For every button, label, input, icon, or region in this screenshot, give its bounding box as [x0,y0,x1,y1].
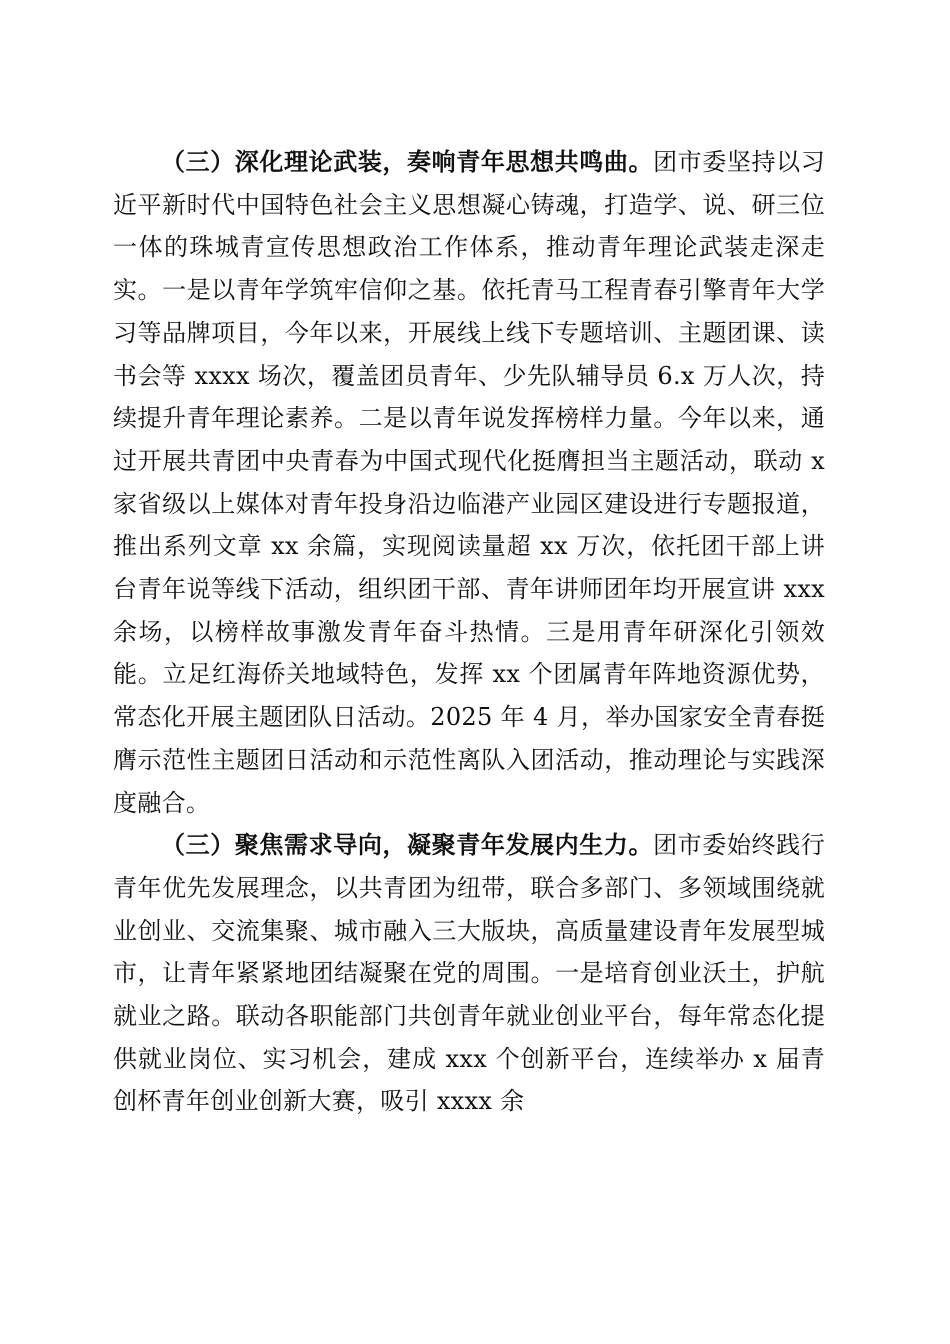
paragraph-body: 团市委坚持以习近平新时代中国特色社会主义思想凝心铸魂，打造学、说、研三位一体的珠城青宣传思想政治工作体系，推动青年理论武装走深走实。一是以青年学筑牢信仰之基。依托青马工程青春引擎青年大学习等品牌项目，今年以来，开展线上线下专题培训、主题团课、读书会等 xxxx 场次，覆盖团员青年、少先队辅导员 6.x 万人次，持续提升青年理论素养。二是以青年说发挥榜样力量。今年以来，通过开展共青团中央青春为中国式现代化挺膺担当主题活动，联动 x 家省级以上媒体对青年投身沿边临港产业园区建设进行专题报道，推出系列文章 xx 余篇，实现阅读量超 xx 万次，依托团干部上讲台青年说等线下活动，组织团干部、青年讲师团年均开展宣讲 xxx 余场，以榜样故事激发青年奋斗热情。三是用青年研深化引领效能。立足红海侨关地域特色，发挥 xx 个团属青年阵地资源优势，常态化开展主题团队日活动。2025 年 4 月，举办国家安全青春挺膺示范性主题团日活动和示范性离队入团活动，推动理论与实践深度融合。 [113,148,825,817]
paragraph-body: 团市委始终践行青年优先发展理念，以共青团为纽带，联合多部门、多领域围绕就业创业、交流集聚、城市融入三大版块，高质量建设青年发展型城市，让青年紧紧地团结凝聚在党的周围。一是培育创业沃土，护航就业之路。联动各职能部门共创青年就业创业平台，每年常态化提供就业岗位、实习机会，建成 xxx 个创新平台，连续举办 x 届青创杯青年创业创新大赛，吸引 xxxx 余 [113,831,825,1116]
paragraph-heading: （三）聚焦需求导向，凝聚青年发展内生力。 [161,831,654,860]
paragraph-theory-armament [113,141,825,824]
paragraph-youth-development [113,824,825,1123]
paragraph-heading: （三）深化理论武装，奏响青年思想共鸣曲。 [161,148,654,176]
document-body [113,141,825,1123]
